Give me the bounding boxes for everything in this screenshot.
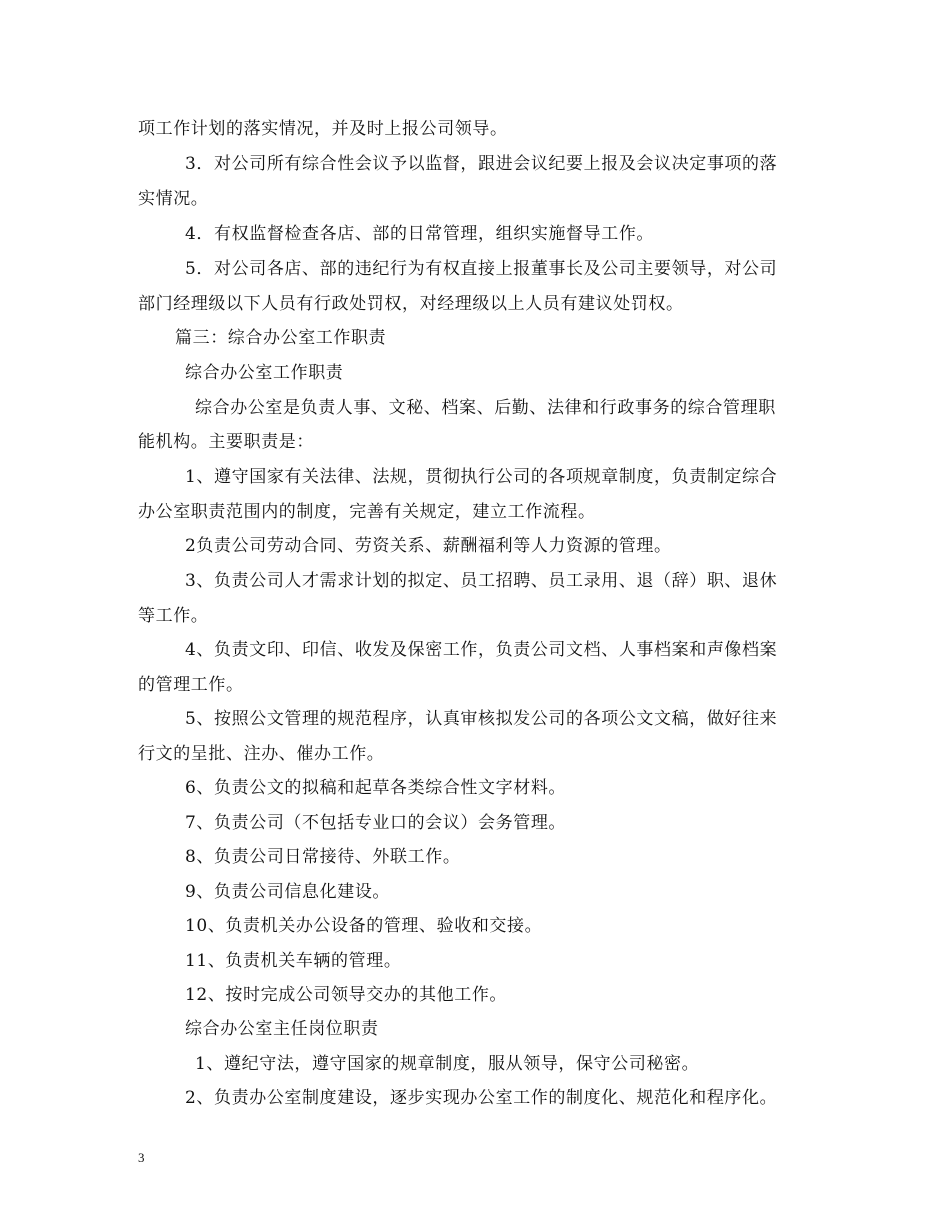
text-line: 11、负责机关车辆的管理。 (185, 951, 402, 971)
section-heading: 篇三：综合办公室工作职责 (175, 328, 387, 348)
text-line: 1、遵纪守法，遵守国家的规章制度，服从领导，保守公司秘密。 (195, 1054, 700, 1074)
subsection-heading: 综合办公室主任岗位职责 (185, 1019, 379, 1039)
text-line: 12、按时完成公司领导交办的其他工作。 (185, 985, 508, 1005)
text-line: 等工作。 (138, 606, 209, 626)
text-line: 4、负责文印、印信、收发及保密工作，负责公司文档、人事档案和声像档案 (185, 640, 778, 660)
text-line: 3、负责公司人才需求计划的拟定、员工招聘、员工录用、退（辞）职、退休 (185, 571, 778, 591)
text-line: 能机构。主要职责是： (138, 432, 314, 452)
text-line: 10、负责机关办公设备的管理、验收和交接。 (185, 916, 543, 936)
text-line: 实情况。 (138, 189, 209, 209)
text-line: 8、负责公司日常接待、外联工作。 (185, 847, 461, 867)
text-line: 5、按照公文管理的规范程序，认真审核拟发公司的各项公文文稿，做好往来 (185, 709, 778, 729)
subsection-heading: 综合办公室工作职责 (185, 363, 344, 383)
text-line: 办公室职责范围内的制度，完善有关规定，建立工作流程。 (138, 502, 596, 522)
text-line: 5．对公司各店、部的违纪行为有权直接上报董事长及公司主要领导，对公司 (185, 259, 778, 279)
text-line: 9、负责公司信息化建设。 (185, 882, 391, 902)
text-line: 行文的呈批、注办、催办工作。 (138, 744, 385, 764)
text-line: 4．有权监督检查各店、部的日常管理，组织实施督导工作。 (185, 224, 655, 244)
text-line: 的管理工作。 (138, 675, 244, 695)
text-line: 综合办公室是负责人事、文秘、档案、后勤、法律和行政事务的综合管理职 (195, 398, 776, 418)
text-line: 1、遵守国家有关法律、法规，贯彻执行公司的各项规章制度，负责制定综合 (185, 467, 778, 487)
text-line: 7、负责公司（不包括专业口的会议）会务管理。 (185, 813, 567, 833)
text-line: 6、负责公文的拟稿和起草各类综合性文字材料。 (185, 778, 567, 798)
text-line: 3．对公司所有综合性会议予以监督，跟进会议纪要上报及会议决定事项的落 (185, 154, 778, 174)
text-line: 部门经理级以下人员有行政处罚权，对经理级以上人员有建议处罚权。 (138, 294, 684, 314)
text-line: 项工作计划的落实情况，并及时上报公司领导。 (138, 119, 508, 139)
text-line: 2负责公司劳动合同、劳资关系、薪酬福利等人力资源的管理。 (185, 536, 672, 556)
page-number: 3 (138, 1150, 145, 1165)
text-line: 2、负责办公室制度建设，逐步实现办公室工作的制度化、规范化和程序化。 (185, 1088, 778, 1108)
